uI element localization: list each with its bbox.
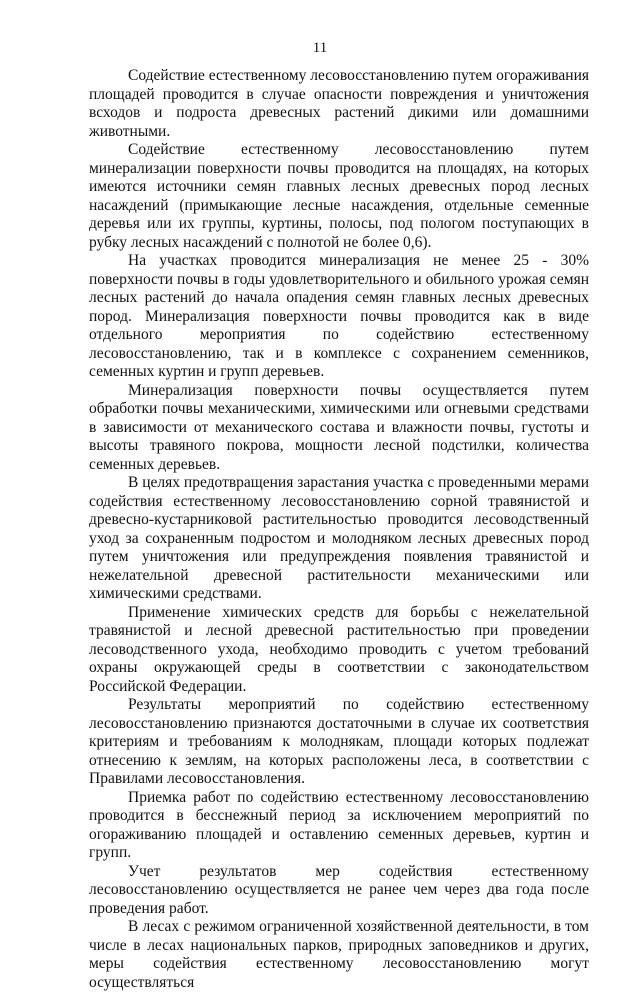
document-body: [89, 67, 589, 992]
paragraph-soil-mineralization: Содействие естественному лесовосстановлению путем минерализации поверхности почвы проводится на площадях, на которых имеются источники семян главных лесных древесных пород лесных насаждений (примыкающие лесные насаждения, отдельные семенные деревья или их группы, куртины, полосы, под пологом поступающих в рубку лесных насаждений с полнотой не более 0,6).: [89, 141, 589, 251]
page-number: 11: [312, 40, 328, 56]
paragraph-fencing: Содействие естественному лесовосстановлению путем огораживания площадей проводится в случае опасности повреждения и уничтожения всходов и подроста древесных растений дикими или домашними животными.: [89, 67, 589, 140]
paragraph-overgrowth-prevention: В целях предотвращения зарастания участка с проведенными мерами содействия естественному лесовосстановлению сорной травянистой и древесно-кустарниковой растительностью проводится лесоводственный уход за сохраненным подростом и молодняком лесных древесных пород путем уничтожения или предупреждения появления травянистой и нежелательной древесной растительности механическими или химическими средствами.: [89, 474, 589, 602]
paragraph-restricted-forests: В лесах с режимом ограниченной хозяйственной деятельности, в том числе в лесах национальных парков, природных заповедников и других, меры содействия естественному лесовосстановлению могут осуществляться: [89, 918, 589, 991]
paragraph-results: Результаты мероприятий по содействию естественному лесовосстановлению признаются достаточными в случае их соответствия критериям и требованиям к молоднякам, площади которых подлежат отнесению к землям, на которых расположены леса, в соответствии с Правилами лесовосстановления.: [89, 696, 589, 787]
paragraph-mineralization-percent: На участках проводится минерализация не менее 25 - 30% поверхности почвы в годы удовлетворительного и обильного урожая семян лесных растений до начала опадения семян главных лесных древесных пород. Минерализация поверхности почвы проводится как в виде отдельного мероприятия по содействию естественному лесовосстановлению, так и в комплексе с сохранением семенников, семенных куртин и групп деревьев.: [89, 252, 589, 380]
paragraph-acceptance: Приемка работ по содействию естественному лесовосстановлению проводится в бесснежный период за исключением мероприятий по огораживанию площадей и оставлению семенных деревьев, куртин и групп.: [89, 788, 589, 861]
paragraph-mineralization-methods: Минерализация поверхности почвы осуществляется путем обработки почвы механическими, химическими или огневыми средствами в зависимости от механического состава и влажности почвы, густоты и высоты травяного покрова, мощности лесной подстилки, количества семенных деревьев.: [89, 381, 589, 473]
paragraph-accounting: Учет результатов мер содействия естественному лесовосстановлению осуществляется не ранее чем через два года после проведения работ.: [89, 862, 589, 917]
paragraph-chemical-agents: Применение химических средств для борьбы с нежелательной травянистой и лесной древесной растительностью при проведении лесоводственного ухода, необходимо проводить с учетом требований охраны окружающей среды в соответствии с законодательством Российской Федерации.: [89, 603, 589, 695]
